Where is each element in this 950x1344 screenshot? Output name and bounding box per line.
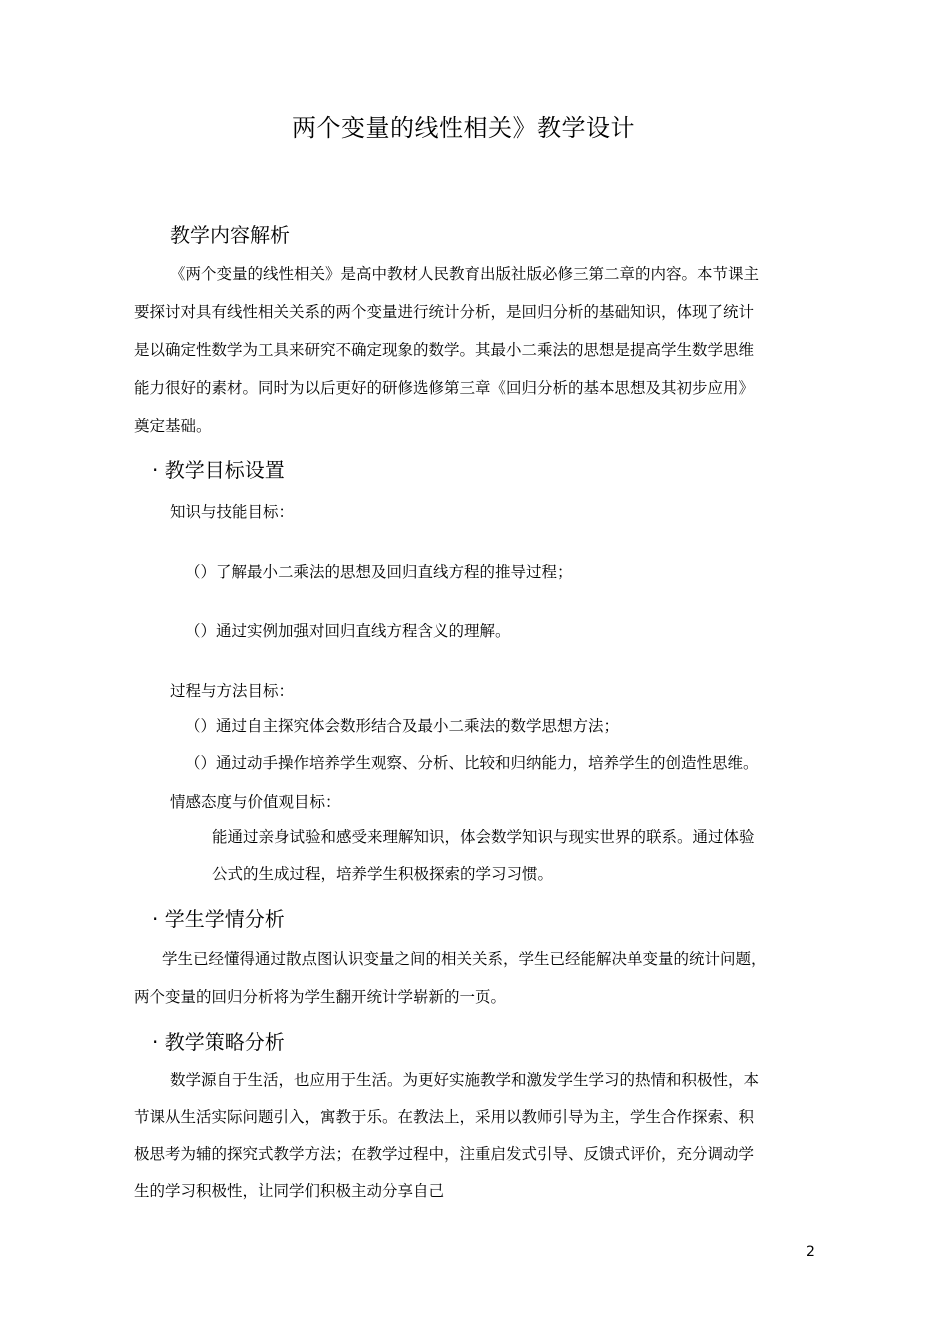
paragraph-line: 奠定基础。 [134, 417, 212, 435]
knowledge-goal-label: 知识与技能目标： [170, 503, 295, 521]
attitude-goal-line: 公式的生成过程，培养学生积极探索的学习习惯。 [212, 865, 554, 883]
process-goal-item: （）通过自主探究体会数形结合及最小二乘法的数学思想方法； [185, 717, 620, 735]
paragraph-line: 生的学习积极性，让同学们积极主动分享自己 [134, 1182, 445, 1200]
page-number: 2 [806, 1244, 815, 1260]
paragraph-line: 学生已经懂得通过散点图认识变量之间的相关关系，学生已经能解决单变量的统计问题， [162, 950, 767, 968]
attitude-goal-label: 情感态度与价值观目标： [170, 793, 341, 811]
attitude-goal-line: 能通过亲身试验和感受来理解知识，体会数学知识与现实世界的联系。通过体验 [212, 828, 755, 846]
content-paragraph [134, 255, 824, 445]
paragraph-line: 要探讨对具有线性相关关系的两个变量进行统计分析，是回归分析的基础知识，体现了统计 [134, 303, 755, 321]
section-heading-goals: · 教学目标设置 [152, 458, 285, 482]
knowledge-goal-item: （）通过实例加强对回归直线方程含义的理解。 [185, 622, 511, 640]
paragraph-line: 《两个变量的线性相关》是高中教材人民教育出版社版必修三第二章的内容。本节课主 [170, 265, 760, 283]
section-heading-strategy: · 教学策略分析 [152, 1030, 285, 1054]
process-goal-label: 过程与方法目标： [170, 682, 295, 700]
knowledge-goal-item: （）了解最小二乘法的思想及回归直线方程的推导过程； [185, 563, 573, 581]
paragraph-line: 能力很好的素材。同时为以后更好的研修选修第三章《回归分析的基本思想及其初步应用》 [134, 379, 755, 397]
section-heading-content: 教学内容解析 [170, 223, 290, 247]
strategy-paragraph [134, 1062, 824, 1210]
paragraph-line: 是以确定性数学为工具来研究不确定现象的数学。其最小二乘法的思想是提高学生数学思维 [134, 341, 755, 359]
paragraph-line: 极思考为辅的探究式教学方法；在教学过程中，注重启发式引导、反馈式评价，充分调动学 [134, 1145, 755, 1163]
paragraph-line: 两个变量的回归分析将为学生翻开统计学崭新的一页。 [134, 988, 507, 1006]
students-paragraph [134, 940, 824, 1016]
process-goal-item: （）通过动手操作培养学生观察、分析、比较和归纳能力，培养学生的创造性思维。 [185, 754, 759, 772]
paragraph-line: 节课从生活实际问题引入，寓教于乐。在教法上，采用以教师引导为主，学生合作探索、积 [134, 1108, 755, 1126]
section-heading-students: · 学生学情分析 [152, 907, 285, 931]
document-title: 两个变量的线性相关》教学设计 [292, 114, 635, 142]
paragraph-line: 数学源自于生活，也应用于生活。为更好实施教学和激发学生学习的热情和积极性，本 [170, 1071, 760, 1089]
